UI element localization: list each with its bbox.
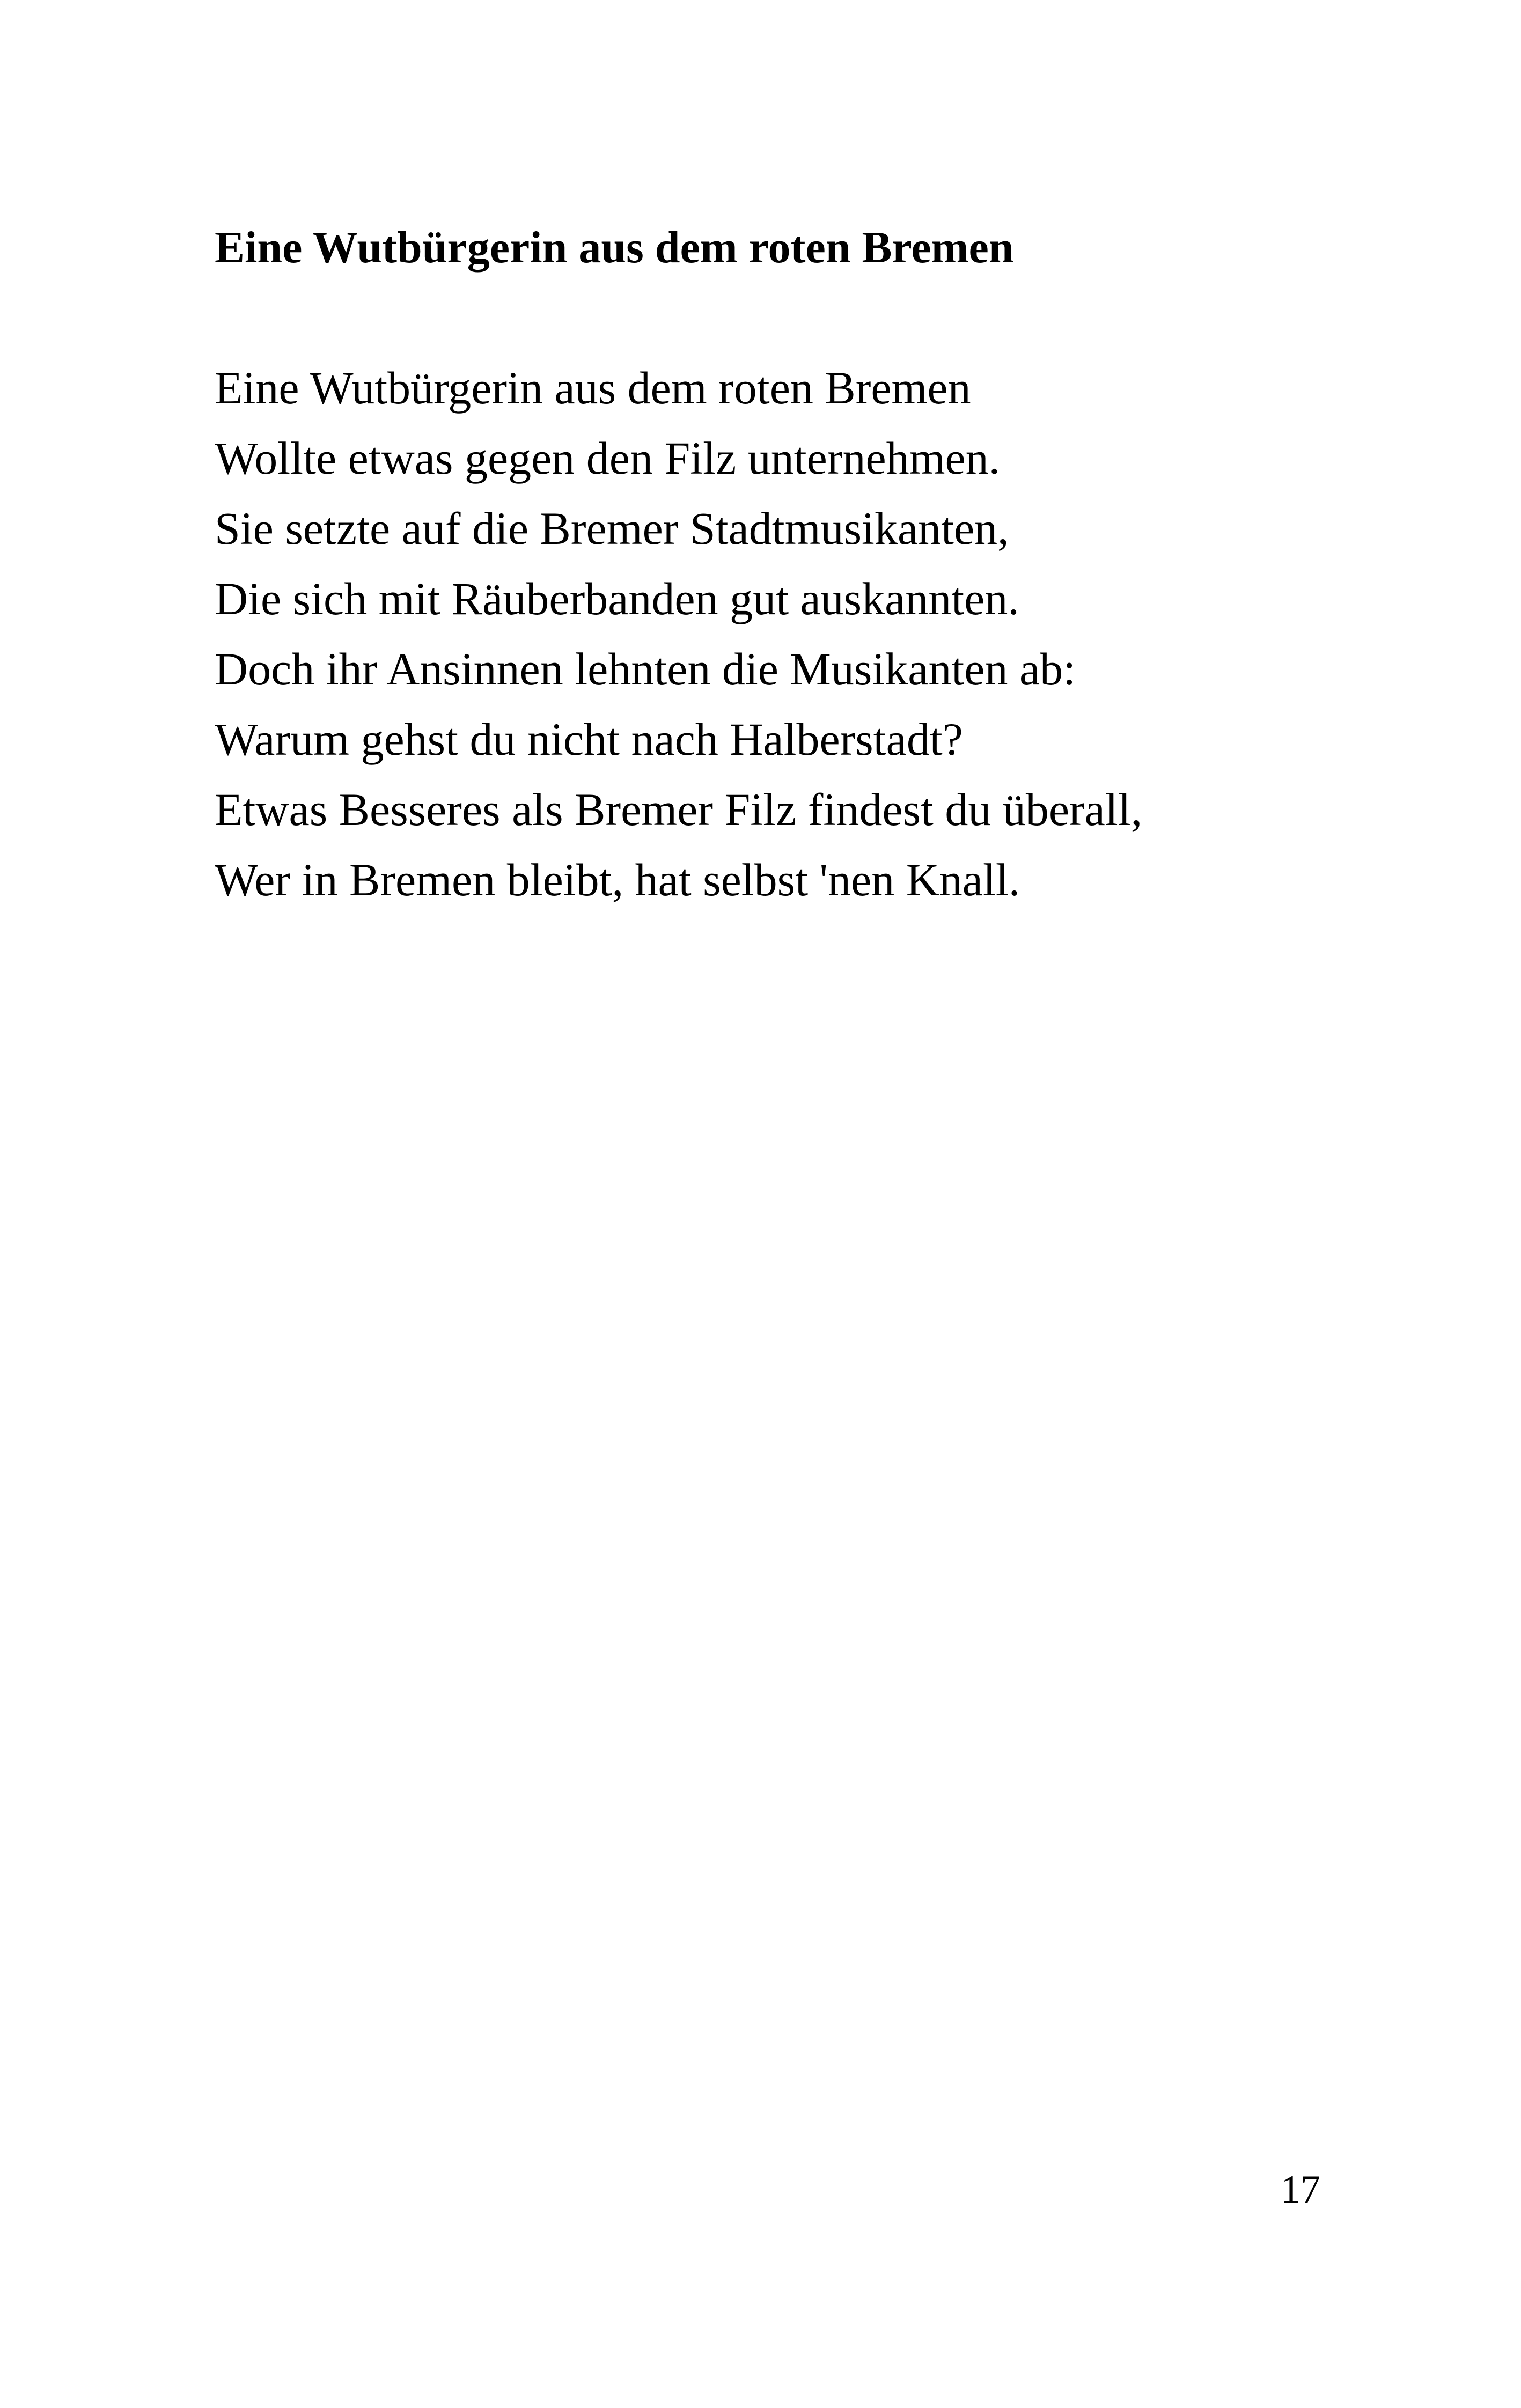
poem-body	[215, 353, 1142, 915]
poem-line: Wer in Bremen bleibt, hat selbst 'nen Knall.	[215, 854, 1020, 905]
poem-line: Etwas Besseres als Bremer Filz findest du überall,	[215, 784, 1143, 835]
poem-line: Wollte etwas gegen den Filz unternehmen.	[215, 432, 1001, 484]
page-number: 17	[1281, 2168, 1320, 2212]
poem-line: Sie setzte auf die Bremer Stadtmusikanten,	[215, 503, 1009, 554]
poem-line: Warum gehst du nicht nach Halberstadt?	[215, 713, 963, 765]
poem-line: Die sich mit Räuberbanden gut auskannten.	[215, 573, 1019, 624]
poem-line: Doch ihr Ansinnen lehnten die Musikanten ab:	[215, 643, 1076, 695]
poem-title: Eine Wutbürgerin aus dem roten Bremen	[215, 223, 1014, 273]
poem-line: Eine Wutbürgerin aus dem roten Bremen	[215, 362, 971, 414]
